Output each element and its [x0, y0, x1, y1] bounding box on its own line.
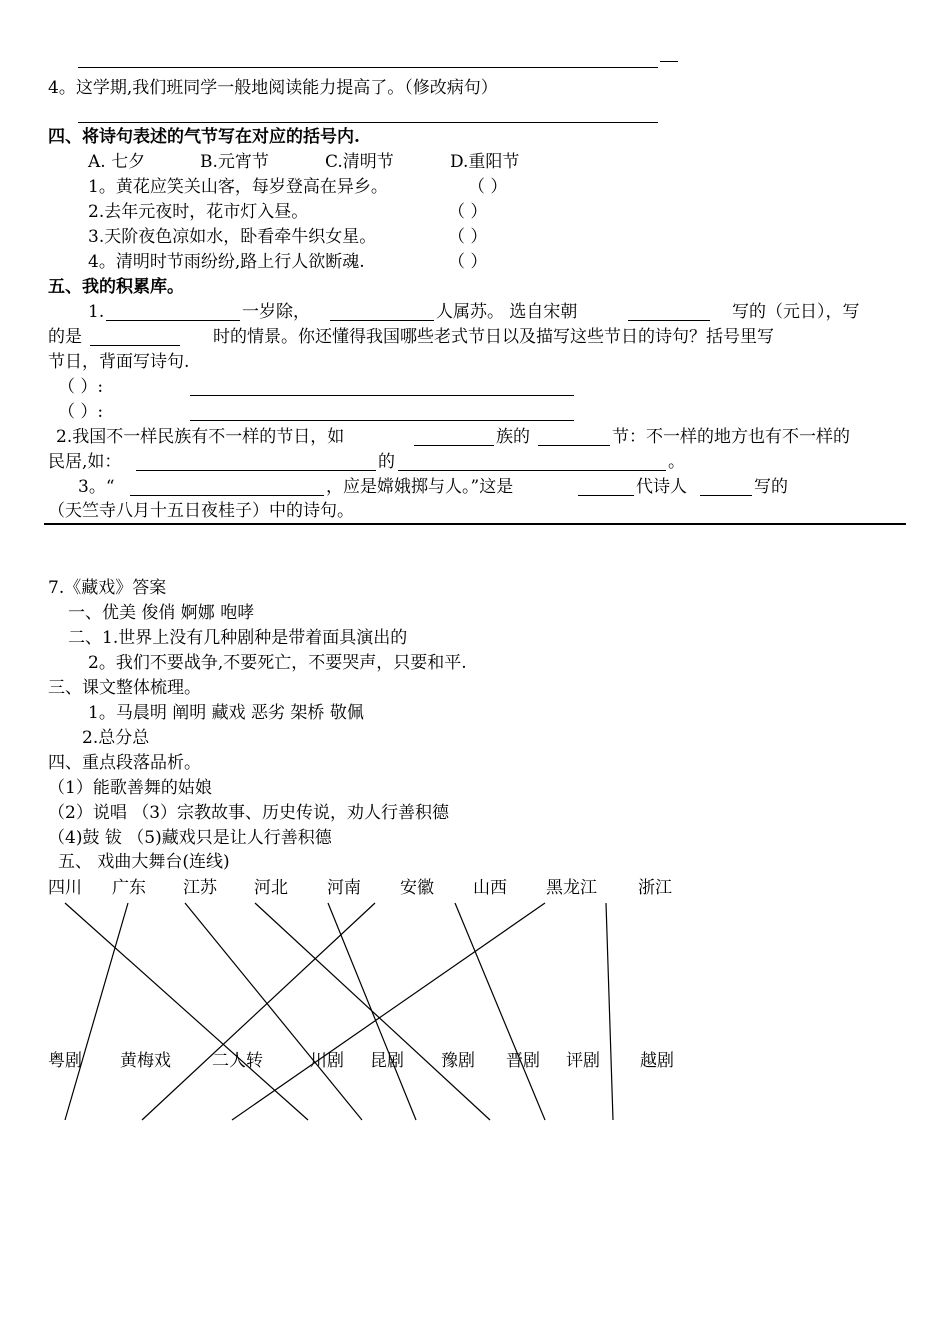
province-label: 广东 — [112, 878, 146, 898]
match-line — [232, 903, 545, 1120]
province-label: 河北 — [254, 878, 288, 898]
q3-text-e: （天竺寺八月十五日夜桂子）中的诗句。 — [48, 501, 354, 521]
opera-label: 豫剧 — [441, 1051, 475, 1071]
province-label: 四川 — [48, 878, 82, 898]
match-line — [606, 903, 613, 1120]
poem-item-3: 3.天阶夜色凉如水，卧看牵牛织女星。 — [88, 227, 377, 247]
option-b: B.元宵节 — [200, 152, 269, 172]
q2-text-f: 。 — [668, 452, 685, 472]
question-4: 4。这学期,我们班同学一般地阅读能力提高了。（修改病句） — [48, 78, 498, 98]
province-label: 黑龙江 — [546, 878, 597, 898]
q2-text-d: 民居,如： — [48, 452, 122, 472]
opera-label: 昆剧 — [370, 1051, 404, 1071]
poem-paren-2: （ ） — [448, 202, 488, 222]
q2-text-b: 族的 — [496, 427, 530, 447]
q1-num: 1. — [88, 302, 105, 322]
q3-text-a: 3。“ — [78, 477, 115, 497]
poem-paren-3: （ ） — [448, 227, 488, 247]
option-c: C.清明节 — [325, 152, 394, 172]
match-line — [455, 903, 545, 1120]
q3-text-d: 写的 — [754, 477, 788, 497]
opera-label: 晋剧 — [506, 1051, 540, 1071]
opera-label: 黄梅戏 — [120, 1051, 171, 1071]
opera-label: 评剧 — [566, 1051, 600, 1071]
province-label: 江苏 — [183, 878, 217, 898]
answer-4-2: （2）说唱 （3）宗教故事、历史传说，劝人行善积德 — [48, 803, 450, 823]
option-a: A. 七夕 — [88, 152, 146, 172]
province-label: 河南 — [327, 878, 361, 898]
answer-3-1: 1。马晨明 阐明 藏戏 恶劣 架桥 敬佩 — [88, 703, 364, 723]
q1-text-a: 一岁除， — [242, 302, 310, 322]
match-line — [142, 903, 375, 1120]
answer-3: 三、课文整体梳理。 — [48, 678, 201, 698]
poem-item-4: 4。清明时节雨纷纷,路上行人欲断魂. — [88, 252, 365, 272]
q2-text-a: 2.我国不一样民族有不一样的节日，如 — [56, 427, 345, 447]
opera-label: 川剧 — [310, 1051, 344, 1071]
answer-3-2: 2.总分总 — [82, 728, 150, 748]
answer-5: 五、 戏曲大舞台(连线) — [58, 852, 230, 872]
poem-paren-1: （ ） — [468, 177, 508, 197]
opera-label: 粤剧 — [48, 1051, 82, 1071]
match-line — [65, 903, 308, 1120]
q1-text-b: 人属苏。 选自宋朝 — [436, 302, 578, 322]
q2-text-e: 的 — [378, 452, 395, 472]
poem-item-2: 2.去年元夜时，花市灯入昼。 — [88, 202, 309, 222]
opera-label: 二人转 — [212, 1051, 263, 1071]
opera-label: 越剧 — [640, 1051, 674, 1071]
match-line — [185, 903, 362, 1120]
q3-text-c: 代诗人 — [636, 477, 687, 497]
q3-text-b: ，应是嫦娥掷与人。”这是 — [326, 477, 514, 497]
q1-text-e: 时的情景。你还懂得我国哪些老式节日以及描写这些节日的诗句？括号里写 — [213, 327, 774, 347]
match-line — [65, 903, 128, 1120]
section-5-title: 五、我的积累库。 — [48, 277, 184, 297]
province-label: 浙江 — [638, 878, 672, 898]
answer-4: 四、重点段落品析。 — [48, 753, 201, 773]
option-d: D.重阳节 — [450, 152, 520, 172]
q1-text-d: 的是 — [48, 327, 82, 347]
fill-2: （ ）: — [58, 402, 104, 422]
answer-2-1: 二、1.世界上没有几种剧种是带着面具演出的 — [68, 628, 408, 648]
q1-text-c: 写的（元日），写 — [732, 302, 860, 322]
answer-4-3: （4)鼓 钹 （5)藏戏只是让人行善积德 — [48, 828, 332, 848]
answer-2-2: 2。我们不要战争,不要死亡，不要哭声，只要和平. — [88, 653, 467, 673]
q1-text-f: 节日，背面写诗句. — [48, 352, 190, 372]
answer-1: 一、优美 俊俏 婀娜 咆哮 — [68, 603, 255, 623]
answer-4-1: （1）能歌善舞的姑娘 — [48, 778, 212, 798]
q2-text-c: 节：不一样的地方也有不一样的 — [612, 427, 850, 447]
match-line — [328, 903, 416, 1120]
poem-item-1: 1。黄花应笑关山客，每岁登高在异乡。 — [88, 177, 388, 197]
province-label: 山西 — [473, 878, 507, 898]
fill-1: （ ）: — [58, 377, 104, 397]
section-4-title: 四、将诗句表述的气节写在对应的括号内. — [48, 127, 360, 147]
answers-title: 7.《藏戏》答案 — [48, 578, 167, 598]
poem-paren-4: （ ） — [448, 252, 488, 272]
province-label: 安徽 — [400, 878, 434, 898]
